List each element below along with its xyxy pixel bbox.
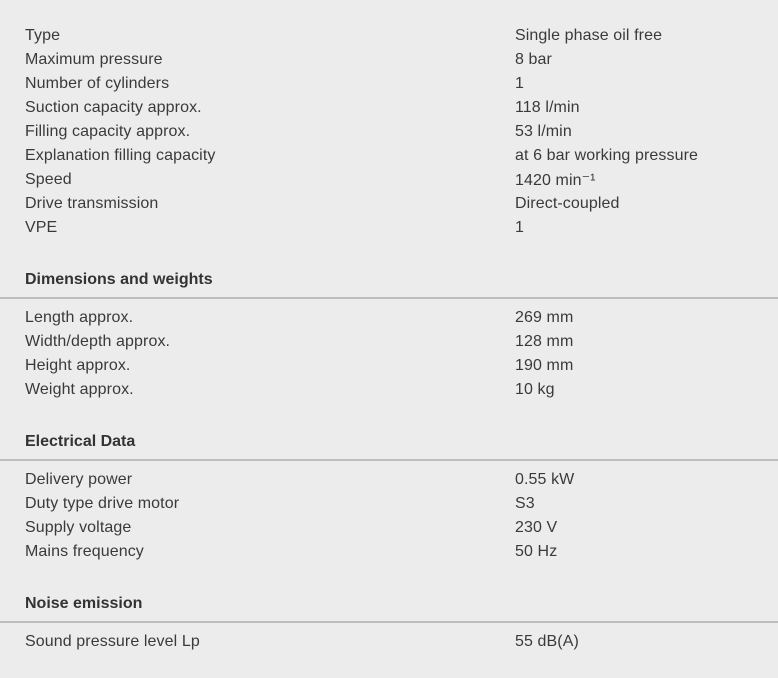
- spec-label: Sound pressure level Lp: [25, 633, 200, 650]
- spec-label: Speed: [25, 171, 72, 188]
- spec-label: Filling capacity approx.: [25, 123, 191, 140]
- spec-label: Supply voltage: [25, 519, 132, 536]
- spec-value: 118 l/min: [515, 99, 580, 116]
- spec-value: 10 kg: [515, 381, 555, 398]
- spec-row-sound-pressure-level: [0, 630, 778, 654]
- spec-value: 190 mm: [515, 357, 574, 374]
- spec-label: Width/depth approx.: [25, 333, 171, 350]
- spec-value: 1: [515, 219, 524, 236]
- spec-row-number-of-cylinders: [0, 72, 778, 96]
- spec-value: 8 bar: [515, 51, 552, 68]
- spec-value: S3: [515, 495, 535, 512]
- spec-row-weight: [0, 378, 778, 402]
- spec-label: Mains frequency: [25, 543, 144, 560]
- spec-label: Explanation filling capacity: [25, 147, 216, 164]
- section-heading-dimensions: Dimensions and weights: [0, 268, 778, 299]
- spec-label: Length approx.: [25, 309, 134, 326]
- spec-label: Suction capacity approx.: [25, 99, 202, 116]
- section-heading-electrical: Electrical Data: [0, 430, 778, 461]
- spec-value: 1: [515, 75, 524, 92]
- spec-value: 128 mm: [515, 333, 574, 350]
- spec-label: VPE: [25, 219, 58, 236]
- spec-label: Delivery power: [25, 471, 133, 488]
- spec-label: Drive transmission: [25, 195, 159, 212]
- spec-label: Type: [25, 27, 61, 44]
- spec-row-supply-voltage: [0, 516, 778, 540]
- spec-value: 0.55 kW: [515, 471, 575, 488]
- spec-value: 50 Hz: [515, 543, 558, 560]
- spec-value: 53 l/min: [515, 123, 572, 140]
- spec-label: Duty type drive motor: [25, 495, 180, 512]
- spec-value: 230 V: [515, 519, 558, 536]
- spec-value: at 6 bar working pressure: [515, 147, 699, 164]
- spec-row-type: [0, 24, 778, 48]
- spec-label: Number of cylinders: [25, 75, 170, 92]
- spec-label: Weight approx.: [25, 381, 134, 398]
- spec-value: 1420 min⁻¹: [515, 172, 596, 189]
- spec-row-drive-transmission: [0, 192, 778, 216]
- spec-row-delivery-power: [0, 468, 778, 492]
- spec-label: Maximum pressure: [25, 51, 163, 68]
- spec-row-length: [0, 306, 778, 330]
- spec-row-duty-type: [0, 492, 778, 516]
- spec-row-speed: [0, 168, 778, 192]
- spec-row-vpe: [0, 216, 778, 240]
- spec-value: 269 mm: [515, 309, 574, 326]
- spec-value: 55 dB(A): [515, 633, 579, 650]
- spec-value: Direct-coupled: [515, 195, 620, 212]
- spec-row-width-depth: [0, 330, 778, 354]
- spec-row-mains-frequency: [0, 540, 778, 564]
- spec-row-maximum-pressure: [0, 48, 778, 72]
- spec-label: Height approx.: [25, 357, 131, 374]
- spec-row-suction-capacity: [0, 96, 778, 120]
- spec-value: Single phase oil free: [515, 27, 663, 44]
- spec-row-explanation-filling-capacity: [0, 144, 778, 168]
- spec-row-height: [0, 354, 778, 378]
- spec-row-filling-capacity: [0, 120, 778, 144]
- section-heading-noise: Noise emission: [0, 592, 778, 623]
